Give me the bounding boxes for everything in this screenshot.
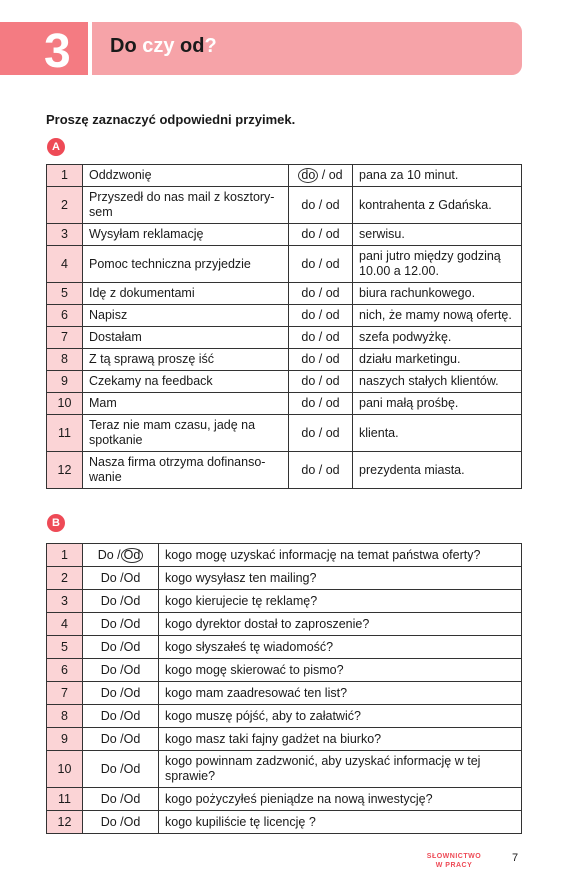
section-b-table [46, 543, 522, 834]
sentence-start: Czekamy na feedback [83, 371, 289, 393]
chapter-header [0, 22, 522, 78]
row-number: 2 [47, 567, 83, 590]
preposition-choice[interactable] [289, 452, 353, 489]
option-od[interactable]: Od [123, 761, 141, 776]
sentence-end: nich, że mamy nową ofertę. [353, 305, 522, 327]
question-text: kogo muszę pójść, aby to załatwić? [159, 705, 522, 728]
option-do[interactable]: Do / [100, 662, 124, 677]
sentence-start: Napisz [83, 305, 289, 327]
sentence-end: biura rachunkowego. [353, 283, 522, 305]
table-row [47, 165, 522, 187]
row-number: 6 [47, 305, 83, 327]
row-number: 7 [47, 327, 83, 349]
sentence-start: Z tą sprawą proszę iść [83, 349, 289, 371]
option-do[interactable]: do [301, 374, 316, 388]
sentence-end: działu marketingu. [353, 349, 522, 371]
table-row [47, 246, 522, 283]
option-od[interactable]: / od [318, 256, 340, 271]
section-b-badge: B [47, 514, 65, 532]
option-do[interactable]: do [301, 396, 316, 410]
option-do[interactable]: Do / [100, 616, 124, 631]
question-text: kogo pożyczyłeś pieniądze na nową inwestycję? [159, 788, 522, 811]
sentence-end: naszych stałych klientów. [353, 371, 522, 393]
preposition-choice[interactable] [83, 659, 159, 682]
option-do[interactable]: do [301, 330, 316, 344]
footer-label-line1: SŁOWNICTWO [426, 853, 482, 860]
table-row [47, 682, 522, 705]
chapter-title [110, 35, 217, 58]
table-row [47, 544, 522, 567]
preposition-choice[interactable] [83, 811, 159, 834]
row-number: 5 [47, 283, 83, 305]
question-text: kogo mam zaadresować ten list? [159, 682, 522, 705]
section-a-table [46, 164, 522, 489]
preposition-choice[interactable] [289, 224, 353, 246]
option-od[interactable]: / od [318, 374, 340, 388]
sentence-start: Teraz nie mam czasu, jadę na spotkanie [83, 415, 289, 452]
option-do[interactable]: Do / [100, 708, 124, 723]
page-number: 7 [512, 852, 519, 864]
option-od[interactable]: / od [318, 197, 340, 212]
row-number: 1 [47, 544, 83, 567]
option-od[interactable]: Od [121, 548, 144, 563]
option-do[interactable]: Do / [100, 570, 124, 585]
row-number: 3 [47, 590, 83, 613]
option-od[interactable]: / od [318, 396, 340, 410]
chapter-number: 3 [44, 25, 71, 78]
row-number: 4 [47, 246, 83, 283]
sentence-start: Idę z dokumentami [83, 283, 289, 305]
preposition-choice[interactable] [289, 165, 353, 187]
option-do[interactable]: do [301, 286, 316, 300]
table-row [47, 567, 522, 590]
option-od[interactable]: Od [123, 570, 141, 585]
preposition-choice[interactable] [289, 187, 353, 224]
option-od[interactable]: Od [123, 685, 141, 700]
question-text: kogo mogę skierować to pismo? [159, 659, 522, 682]
row-number: 4 [47, 613, 83, 636]
preposition-choice[interactable] [83, 705, 159, 728]
question-text: kogo masz taki fajny gadżet na biurko? [159, 728, 522, 751]
preposition-choice[interactable] [289, 327, 353, 349]
title-czy: czy [142, 35, 175, 57]
option-do[interactable]: do [301, 425, 316, 440]
table-row [47, 705, 522, 728]
option-od[interactable]: / od [318, 352, 340, 366]
preposition-choice[interactable] [289, 393, 353, 415]
option-od[interactable]: / od [318, 286, 340, 300]
option-od[interactable]: / od [318, 330, 340, 344]
option-do[interactable]: Do / [100, 761, 124, 776]
row-number: 7 [47, 682, 83, 705]
preposition-choice[interactable] [289, 349, 353, 371]
preposition-choice[interactable] [83, 567, 159, 590]
option-od[interactable]: / od [318, 425, 340, 440]
footer-label-line2: W PRACY [435, 862, 473, 869]
option-do[interactable]: Do / [100, 731, 124, 746]
option-do[interactable]: Do / [100, 639, 124, 654]
table-row [47, 415, 522, 452]
option-od[interactable]: Od [123, 616, 141, 631]
table-row [47, 224, 522, 246]
row-number: 3 [47, 224, 83, 246]
preposition-choice[interactable] [83, 751, 159, 788]
preposition-choice[interactable] [83, 636, 159, 659]
table-row [47, 811, 522, 834]
table-row [47, 636, 522, 659]
option-od[interactable]: Od [123, 708, 141, 723]
table-row [47, 788, 522, 811]
sentence-end: pani małą prośbę. [353, 393, 522, 415]
table-row [47, 187, 522, 224]
sentence-start: Przyszedł do nas mail z kosztory-sem [83, 187, 289, 224]
question-text: kogo dyrektor dostał to zaproszenie? [159, 613, 522, 636]
section-a-badge: A [47, 138, 65, 156]
question-text: kogo słyszałeś tę wiadomość? [159, 636, 522, 659]
question-text: kogo kierujecie tę reklamę? [159, 590, 522, 613]
option-do[interactable]: Do / [97, 547, 121, 562]
preposition-choice[interactable] [289, 371, 353, 393]
row-number: 11 [47, 788, 83, 811]
sentence-end: klienta. [353, 415, 522, 452]
table-row [47, 751, 522, 788]
sentence-start: Mam [83, 393, 289, 415]
table-row [47, 327, 522, 349]
sentence-start: Nasza firma otrzyma dofinanso-wanie [83, 452, 289, 489]
sentence-start: Dostałam [83, 327, 289, 349]
row-number: 5 [47, 636, 83, 659]
preposition-choice[interactable] [83, 544, 159, 567]
row-number: 8 [47, 349, 83, 371]
table-row [47, 452, 522, 489]
sentence-end: pani jutro między godziną 10.00 a 12.00. [353, 246, 522, 283]
exercise-instruction: Proszę zaznaczyć odpowiedni przyimek. [46, 112, 296, 127]
title-question-mark: ? [204, 35, 217, 57]
option-od[interactable]: Od [123, 814, 141, 829]
table-row [47, 393, 522, 415]
option-do[interactable]: do [298, 168, 318, 183]
table-row [47, 613, 522, 636]
sentence-end: szefa podwyżkę. [353, 327, 522, 349]
title-od: od [180, 35, 205, 57]
sentence-start: Pomoc techniczna przyjedzie [83, 246, 289, 283]
preposition-choice[interactable] [289, 246, 353, 283]
preposition-choice[interactable] [83, 682, 159, 705]
option-do[interactable]: do [301, 197, 316, 212]
sentence-end: serwisu. [353, 224, 522, 246]
option-od[interactable]: / od [318, 462, 340, 477]
sentence-start: Wysyłam reklamację [83, 224, 289, 246]
option-od[interactable]: / od [318, 308, 340, 322]
preposition-choice[interactable] [83, 613, 159, 636]
sentence-start: Oddzwonię [83, 165, 289, 187]
row-number: 6 [47, 659, 83, 682]
row-number: 2 [47, 187, 83, 224]
option-do[interactable]: Do / [100, 814, 124, 829]
option-do[interactable]: Do / [100, 593, 124, 608]
option-do[interactable]: do [301, 352, 316, 366]
table-row [47, 371, 522, 393]
preposition-choice[interactable] [289, 415, 353, 452]
question-text: kogo kupiliście tę licencję ? [159, 811, 522, 834]
table-row [47, 659, 522, 682]
option-od[interactable]: Od [123, 593, 141, 608]
question-text: kogo powinnam zadzwonić, aby uzyskać informację w tej sprawie? [159, 751, 522, 788]
option-do[interactable]: do [301, 308, 316, 322]
table-row [47, 305, 522, 327]
option-do[interactable]: Do / [100, 791, 124, 806]
option-do[interactable]: do [301, 462, 316, 477]
row-number: 9 [47, 371, 83, 393]
option-do[interactable]: Do / [100, 685, 124, 700]
preposition-choice[interactable] [289, 305, 353, 327]
option-od[interactable]: Od [123, 791, 141, 806]
preposition-choice[interactable] [83, 728, 159, 751]
question-text: kogo mogę uzyskać informację na temat państwa oferty? [159, 544, 522, 567]
preposition-choice[interactable] [83, 788, 159, 811]
option-do[interactable]: do [301, 227, 316, 241]
footer-series-label [418, 852, 490, 870]
title-do: Do [110, 35, 137, 57]
chapter-number-block [0, 22, 88, 78]
option-od[interactable]: / od [321, 168, 343, 182]
row-number: 10 [47, 393, 83, 415]
question-text: kogo wysyłasz ten mailing? [159, 567, 522, 590]
option-od[interactable]: / od [318, 227, 340, 241]
chapter-title-bar [92, 22, 522, 75]
preposition-choice[interactable] [289, 283, 353, 305]
row-number: 12 [47, 811, 83, 834]
row-number: 8 [47, 705, 83, 728]
row-number: 9 [47, 728, 83, 751]
sentence-end: kontrahenta z Gdańska. [353, 187, 522, 224]
row-number: 10 [47, 751, 83, 788]
option-od[interactable]: Od [123, 731, 141, 746]
row-number: 11 [47, 415, 83, 452]
row-number: 1 [47, 165, 83, 187]
option-od[interactable]: Od [123, 662, 141, 677]
table-row [47, 349, 522, 371]
sentence-end: prezydenta miasta. [353, 452, 522, 489]
preposition-choice[interactable] [83, 590, 159, 613]
table-row [47, 283, 522, 305]
option-od[interactable]: Od [123, 639, 141, 654]
table-row [47, 728, 522, 751]
sentence-end: pana za 10 minut. [353, 165, 522, 187]
row-number: 12 [47, 452, 83, 489]
table-row [47, 590, 522, 613]
option-do[interactable]: do [301, 256, 316, 271]
